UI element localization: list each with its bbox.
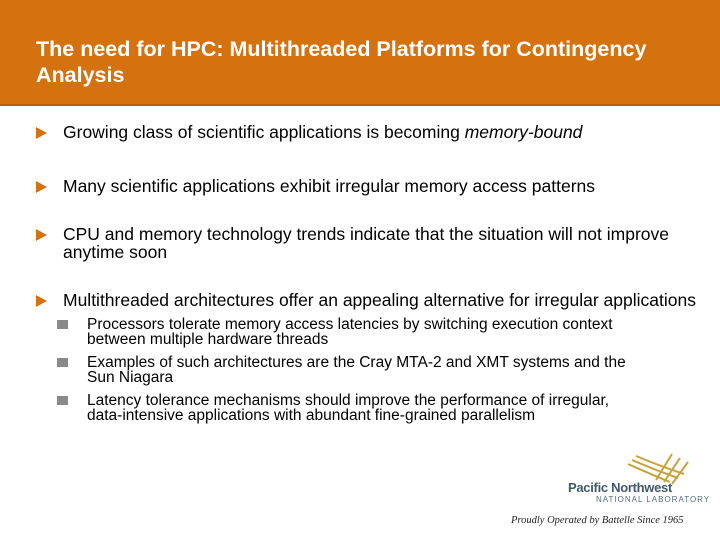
sub-bullet-item	[56, 393, 647, 423]
bullet-emphasis: memory-bound	[464, 122, 583, 142]
square-bullet-icon	[57, 396, 68, 405]
logo-name: Pacific Northwest	[568, 480, 672, 495]
square-bullet-icon	[57, 320, 68, 329]
bullet-item	[36, 123, 696, 141]
bullet-text: Multithreaded architectures offer an appealing alternative for irregular applications	[63, 290, 696, 310]
bullet-item	[36, 177, 696, 195]
slide-title: The need for HPC: Multithreaded Platforms for Contingency Analysis	[36, 37, 647, 87]
bullet-list	[36, 118, 696, 431]
sub-bullet-text: Processors tolerate memory access latencies by switching execution context between multiple hardware threads	[87, 316, 613, 348]
title-divider	[0, 104, 720, 106]
bullet-item	[36, 291, 696, 309]
title-banner	[0, 0, 720, 104]
sub-bullet-text: Latency tolerance mechanisms should improve the performance of irregular, data-intensive applications with abundant fine-grained parallelism	[87, 392, 610, 424]
triangle-bullet-icon	[36, 181, 47, 193]
bullet-text: Many scientific applications exhibit irregular memory access patterns	[63, 176, 596, 196]
square-bullet-icon	[57, 358, 68, 367]
triangle-bullet-icon	[36, 229, 47, 241]
bullet-text: CPU and memory technology trends indicate that the situation will not improve anytime soon	[63, 224, 669, 262]
logo-subname: NATIONAL LABORATORY	[596, 495, 711, 504]
bullet-text: Growing class of scientific applications is becoming	[63, 122, 465, 142]
bullet-item	[36, 225, 696, 261]
triangle-bullet-icon	[36, 127, 47, 139]
sub-bullet-text: Examples of such architectures are the Cray MTA-2 and XMT systems and the Sun Niagara	[87, 354, 626, 386]
sub-bullet-item	[56, 317, 647, 347]
sub-bullet-item	[56, 355, 647, 385]
triangle-bullet-icon	[36, 295, 47, 307]
sub-bullet-list	[56, 317, 696, 423]
footer-tagline: Proudly Operated by Battelle Since 1965	[511, 515, 684, 526]
